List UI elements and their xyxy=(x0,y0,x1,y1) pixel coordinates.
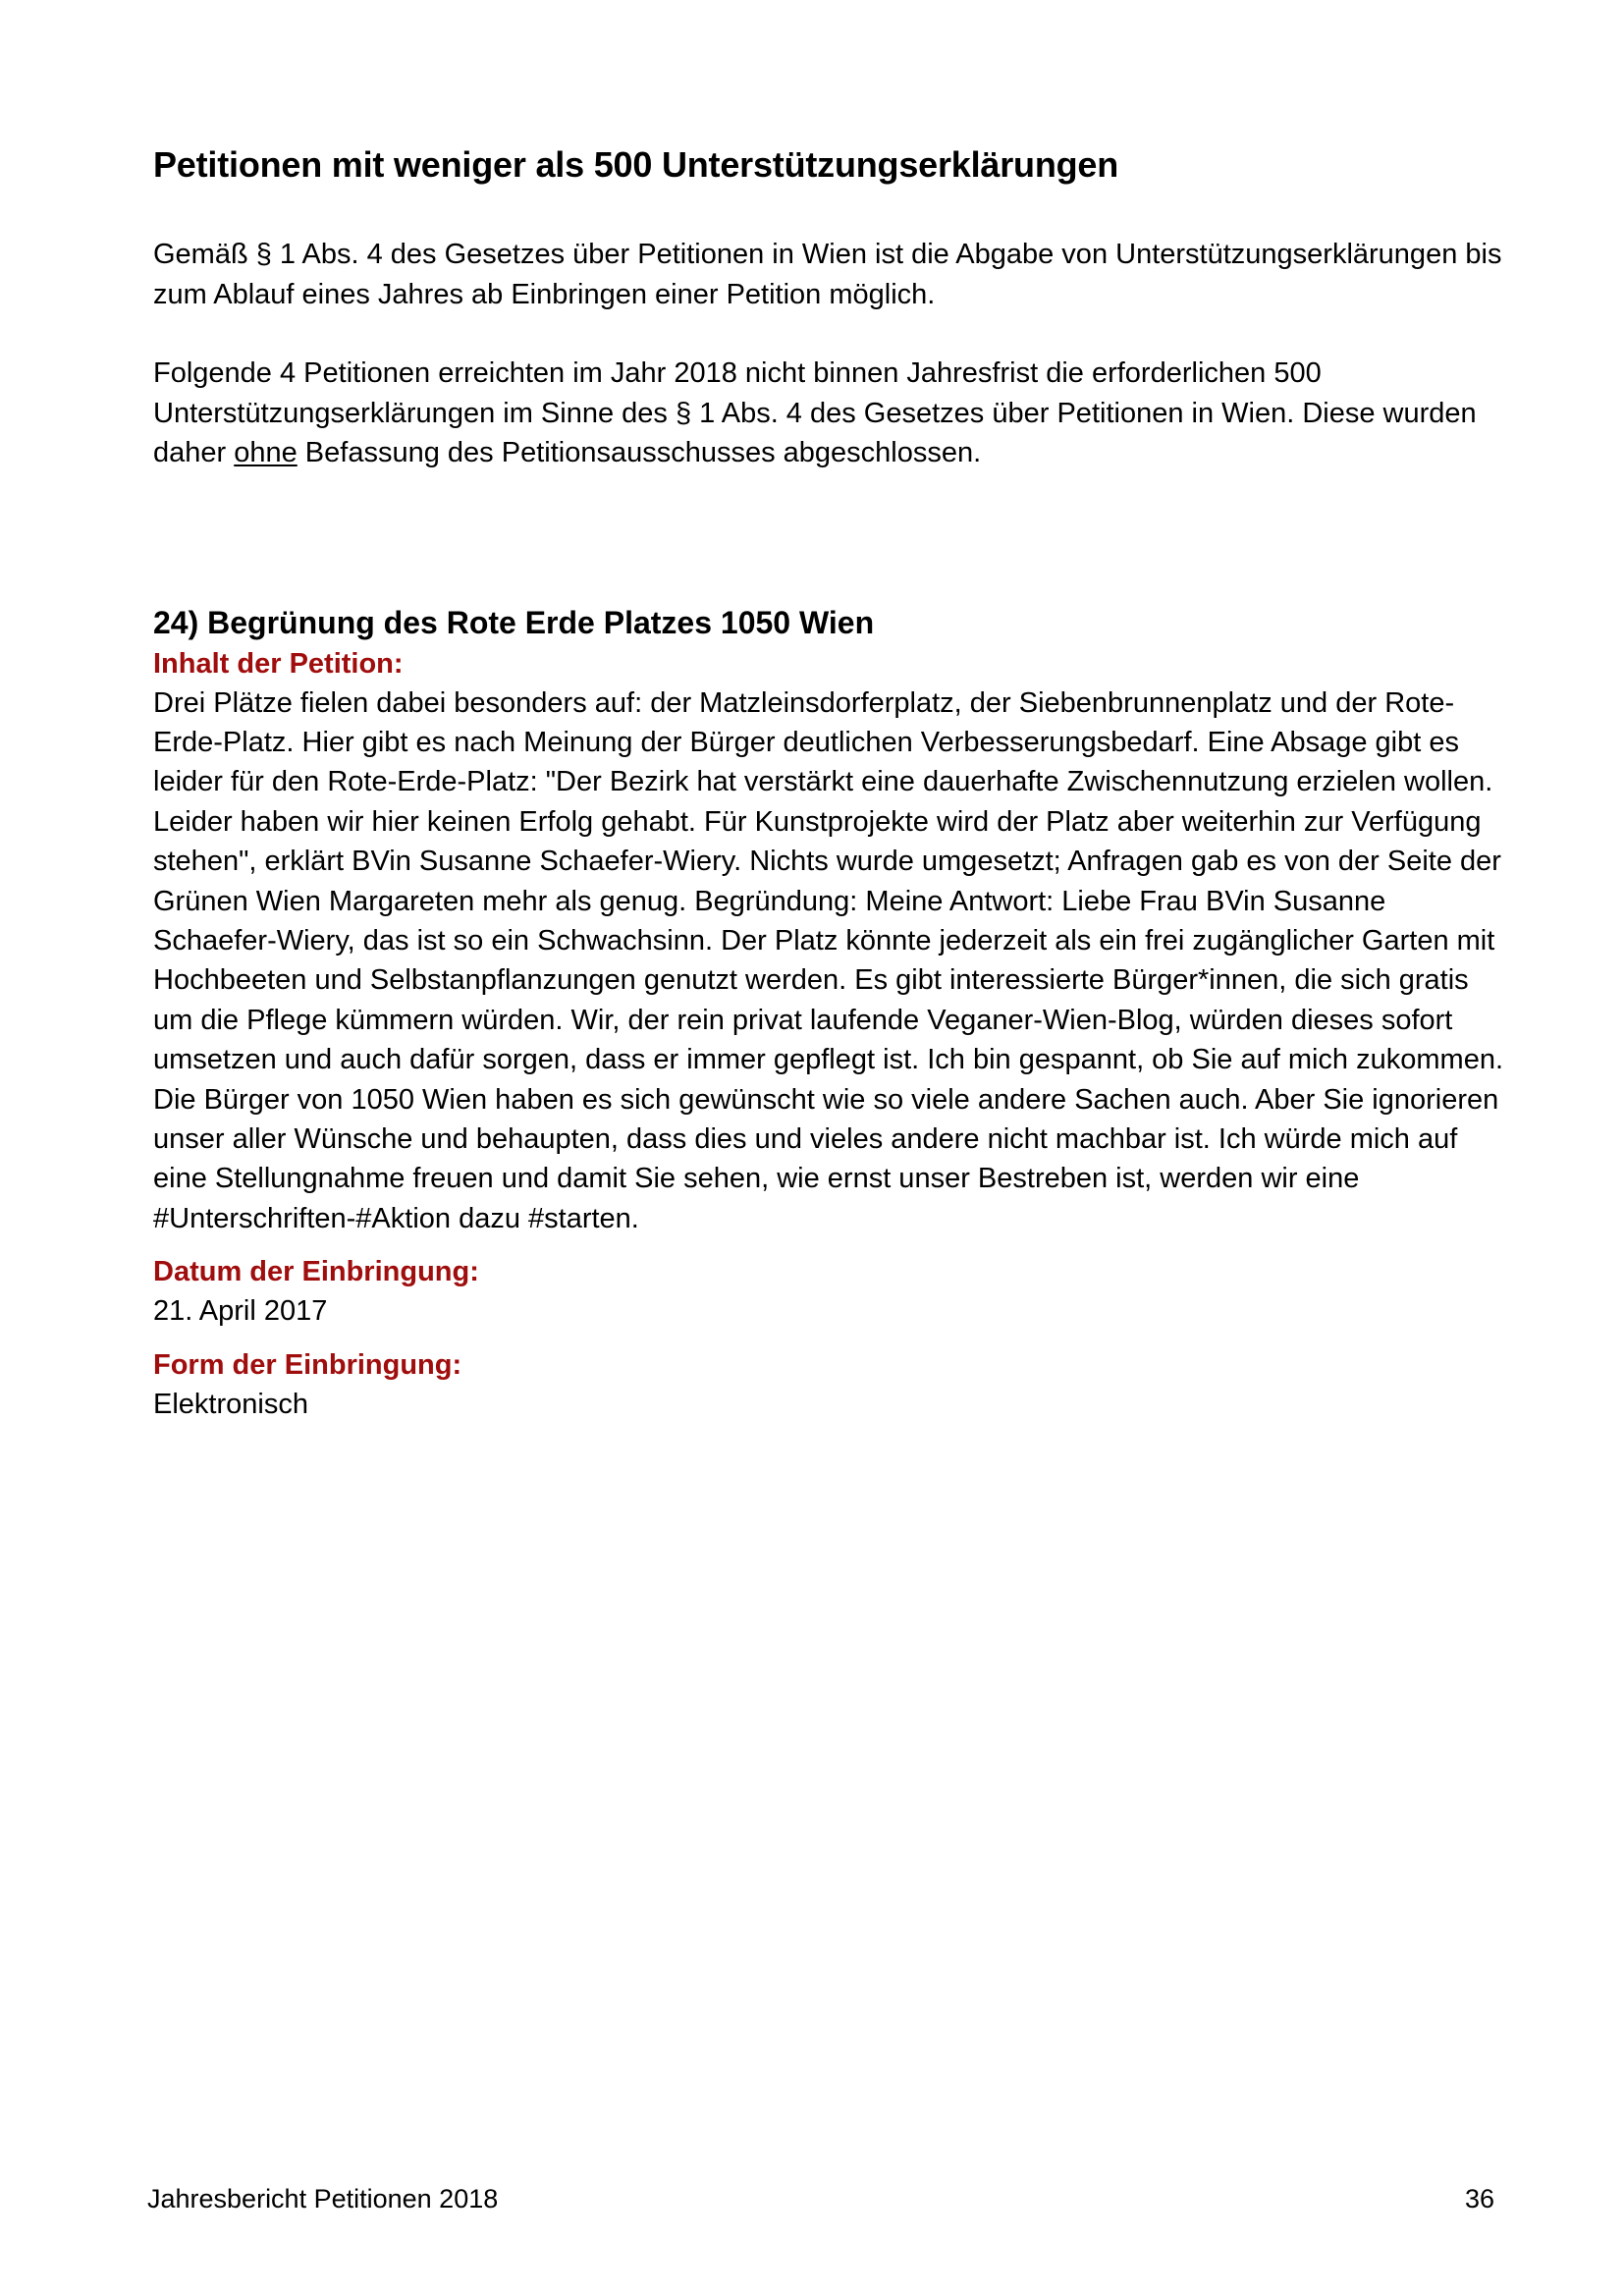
page-title: Petitionen mit weniger als 500 Unterstützungserklärungen xyxy=(153,144,1119,185)
underlined-word: ohne xyxy=(234,437,298,468)
page-footer xyxy=(147,2181,1494,2216)
submission-date-label: Datum der Einbringung: xyxy=(153,1256,479,1288)
submission-form-value: Elektronisch xyxy=(153,1388,308,1420)
submission-date-value: 21. April 2017 xyxy=(153,1295,328,1328)
intro-paragraph-1: Gemäß § 1 Abs. 4 des Gesetzes über Petitionen in Wien ist die Abgabe von Unterstützungserklärungen bis zum Ablauf eines Jahres ab Einbringen einer Petition möglich. xyxy=(153,239,1502,310)
submission-form-label: Form der Einbringung: xyxy=(153,1348,462,1381)
petition-content-label: Inhalt der Petition: xyxy=(153,647,404,680)
page-content xyxy=(153,140,1508,1438)
petition-title: 24) Begrünung des Rote Erde Platzes 1050 Wien xyxy=(153,604,875,640)
page-number: 36 xyxy=(1464,2184,1494,2213)
intro-paragraph-2 xyxy=(153,354,1508,473)
petition-content-text: Drei Plätze fielen dabei besonders auf: der Matzleinsdorferplatz, der Siebenbrunnenplatz und der Rote-Erde-Platz. Hier gibt es nach Meinung der Bürger deutlichen Verbesserungsbedarf. Eine Absage gibt es leider für den Rote-Erde-Platz: "Der Bezirk hat verstärkt eine dauerhafte Zwischennutzung erzielen wollen. Leider haben wir hier keinen Erfolg gehabt. Für Kunstprojekte wird der Platz aber weiterhin zur Verfügung stehen", erklärt BVin Susanne Schaefer-Wiery. Nichts wurde umgesetzt; Anfragen gab es von der Seite der Grünen Wien Margareten mehr als genug. Begründung: Meine Antwort: Liebe Frau BVin Susanne Schaefer-Wiery, das ist so ein Schwachsinn. Der Platz könnte jederzeit als ein frei zugänglicher Garten mit Hochbeeten und Selbstanpflanzungen genutzt werden. Es gibt interessierte Bürger*innen, die sich gratis um die Pflege kümmern würden. Wir, der rein privat laufende Veganer-Wien-Blog, würden dieses sofort umsetzen und auch dafür sorgen, dass er immer gepflegt ist. Ich bin gespannt, ob Sie auf mich zukommen. Die Bürger von 1050 Wien haben es sich gewünscht wie so viele andere Sachen auch. Aber Sie ignorieren unser aller Wünsche und behaupten, dass dies und vieles andere nicht machbar ist. Ich würde mich auf eine Stellungnahme freuen und damit Sie sehen, wie ernst unser Bestreben ist, werden wir eine #Unterschriften-#Aktion dazu #starten. xyxy=(153,686,1504,1234)
footer-report-title: Jahresbericht Petitionen 2018 xyxy=(147,2184,499,2213)
intro-paragraph-2-end: Befassung des Petitionsausschusses abgeschlossen. xyxy=(297,437,982,468)
intro-paragraph-2-start: Folgende 4 Petitionen erreichten im Jahr 2018 nicht binnen Jahresfrist die erforderlichen 500 Unterstützungserklärungen im Sinne des § 1 Abs. 4 des Gesetzes über Petitionen in Wien. Diese wurden daher xyxy=(153,357,1477,468)
